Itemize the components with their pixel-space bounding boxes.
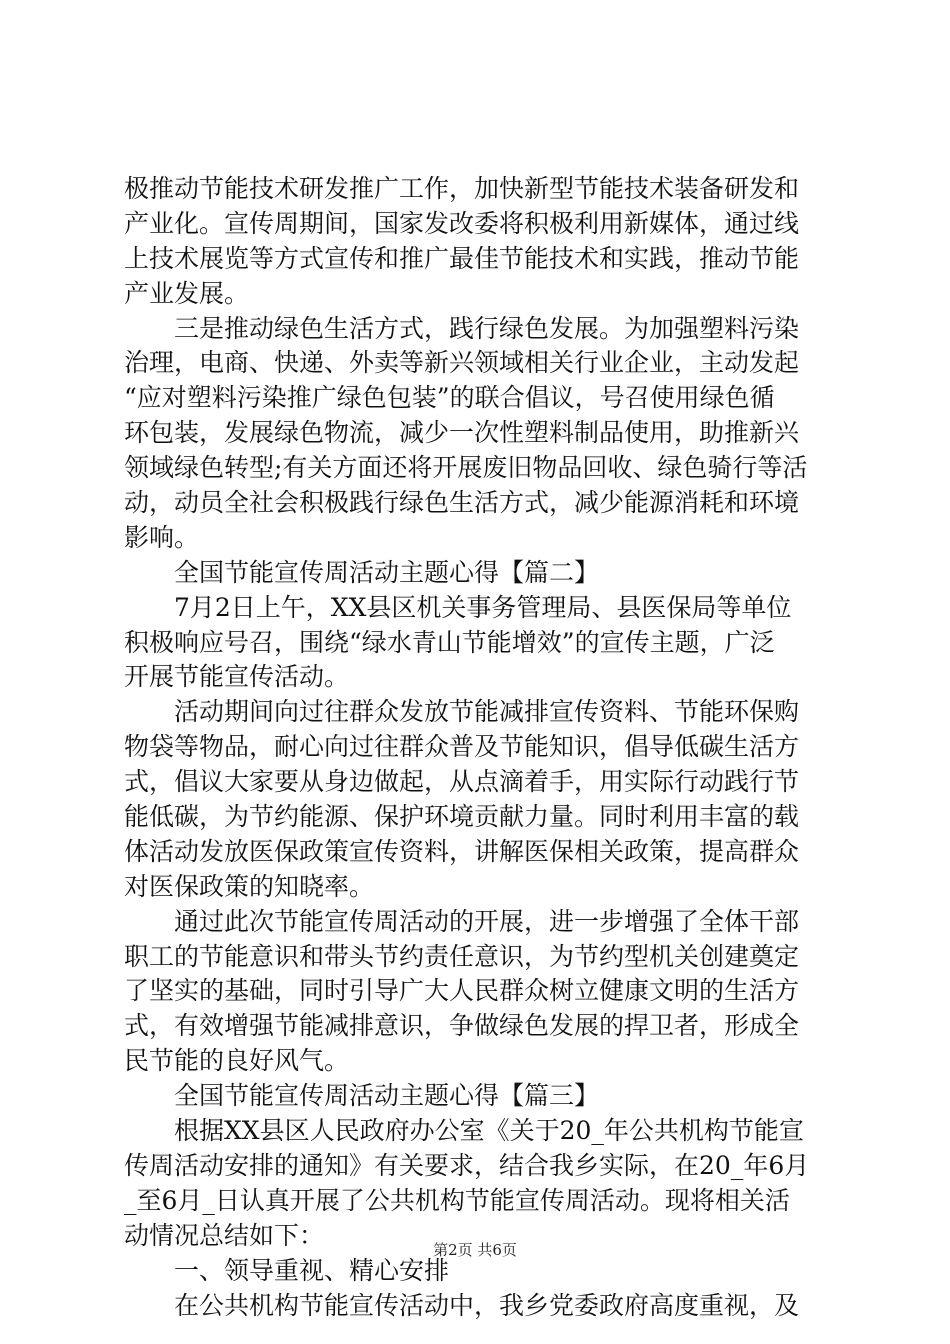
text-line: 物袋等物品，耐心向过往群众普及节能知识，倡导低碳生活方 (124, 732, 800, 762)
subsection-heading: 一、领导重视、精心安排 (124, 1255, 450, 1285)
text-line: 极推动节能技术研发推广工作，加快新型节能技术装备研发和 (124, 174, 800, 203)
text-line: 能低碳，为节约能源、保护环境贡献力量。同时利用丰富的载 (124, 802, 800, 832)
text-line: 传周活动安排的通知》有关要求，结合我乡实际，在20_年6月 (124, 1150, 810, 1180)
text-line: 通过此次节能宣传周活动的开展，进一步增强了全体干部 (124, 906, 800, 936)
text-line: 了坚实的基础，同时引导广大人民群众树立健康文明的生活方 (124, 976, 800, 1006)
text-line: 7月2日上午，XX县区机关事务管理局、县医保局等单位 (124, 592, 792, 622)
text-line: 开展节能宣传活动。 (124, 662, 350, 692)
text-line: 治理，电商、快递、外卖等新兴领域相关行业企业，主动发起 (124, 348, 800, 378)
text-line: “应对塑料污染推广绿色包装”的联合倡议，号召使用绿色循 (124, 383, 775, 413)
text-line: 对医保政策的知晓率。 (124, 871, 375, 901)
page-number-footer: 第2页 共6页 (433, 1241, 517, 1259)
text-line: 影响。 (124, 522, 200, 552)
text-line: 动，动员全社会积极践行绿色生活方式，减少能源消耗和环境 (124, 488, 800, 518)
text-line: 产业发展。 (124, 278, 250, 308)
text-line: 职工的节能意识和带头节约责任意识，为节约型机关创建奠定 (124, 941, 800, 971)
text-line: 根据XX县区人民政府办公室《关于20_年公共机构节能宣 (124, 1116, 804, 1146)
text-line: _至6月_日认真开展了公共机构节能宣传周活动。现将相关活 (124, 1185, 790, 1215)
text-line: 环包装，发展绿色物流，减少一次性塑料制品使用，助推新兴 (124, 418, 800, 448)
section-heading: 全国节能宣传周活动主题心得【篇二】 (124, 557, 600, 587)
text-line: 产业化。宣传周期间，国家发改委将积极利用新媒体，通过线 (124, 208, 800, 238)
text-line: 三是推动绿色生活方式，践行绿色发展。为加强塑料污染 (124, 313, 800, 343)
text-line: 动情况总结如下： (124, 1220, 325, 1250)
text-line: 积极响应号召，围绕“绿水青山节能增效”的宣传主题，广泛 (124, 627, 775, 657)
text-line: 式，有效增强节能减排意识，争做绿色发展的捍卫者，形成全 (124, 1011, 800, 1041)
text-line: 领域绿色转型;有关方面还将开展废旧物品回收、绿色骑行等活 (124, 453, 808, 483)
document-body (124, 172, 844, 1323)
section-heading: 全国节能宣传周活动主题心得【篇三】 (124, 1081, 600, 1111)
text-line: 活动期间向过往群众发放节能减排宣传资料、节能环保购 (124, 697, 800, 727)
text-line: 民节能的良好风气。 (124, 1046, 350, 1076)
text-line: 在公共机构节能宣传活动中，我乡党委政府高度重视，及 (124, 1290, 800, 1320)
text-line: 上技术展览等方式宣传和推广最佳节能技术和实践，推动节能 (124, 243, 800, 273)
text-line: 体活动发放医保政策宣传资料，讲解医保相关政策，提高群众 (124, 836, 800, 866)
text-line: 式，倡议大家要从身边做起，从点滴着手，用实际行动践行节 (124, 767, 800, 797)
